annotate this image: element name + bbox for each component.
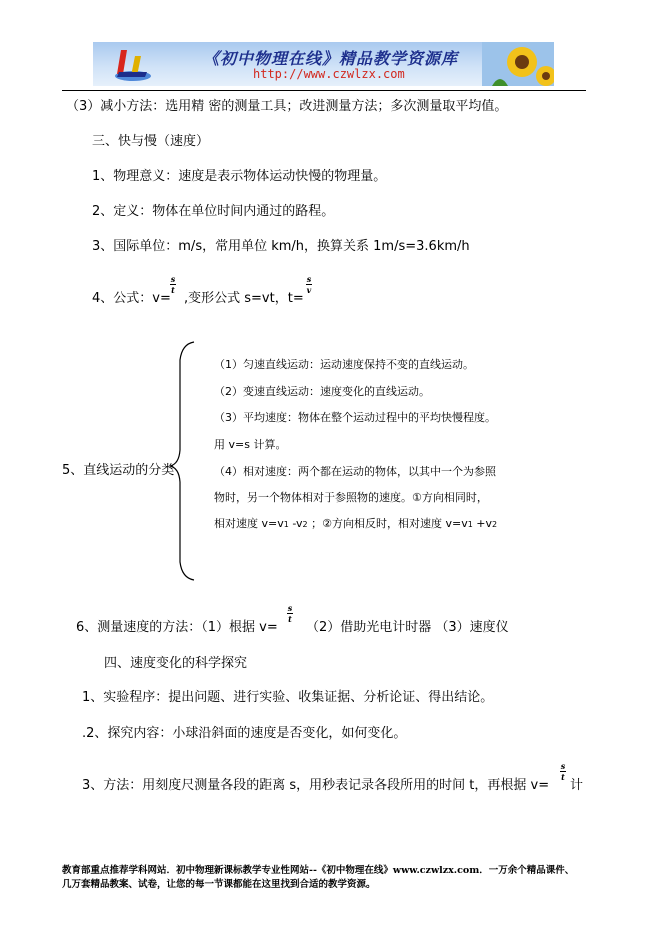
line-definition: 2、定义：物体在单位时间内通过的路程。 [92,204,335,219]
classification-label: 5、直线运动的分类 [62,463,175,478]
section-heading-speed: 三、快与慢（速度） [92,134,210,149]
branch-uniform-motion: （1）匀速直线运动：运动速度保持不变的直线运动。 [214,358,474,371]
fraction-numerator: s [306,274,312,284]
branch-relative-speed-formula: 相对速度 v=v1 -v2 ；②方向相反时，相对速度 v=v1 +v2 [214,517,498,530]
fraction-denominator: t [171,285,175,295]
branch-relative-speed-cont: 物时，另一个物体相对于参照物的速度。①方向相同时， [214,491,488,504]
fraction-numerator: s [287,603,293,613]
fraction-s-over-v [304,275,314,294]
header-banner [93,42,554,86]
header-divider [62,90,586,91]
fraction-numerator: s [560,761,566,771]
footer-line-2: 几万套精品教案、试卷，让您的每一节课都能在这里找到合适的教学资源。 [62,879,376,890]
line-experiment-procedure: 1、实验程序：提出问题、进行实验、收集证据、分析论证、得出结论。 [82,690,494,705]
site-logo-icon [111,46,155,84]
line-measure-methods-cont: （2）借助光电计时器 （3）速度仪 [306,620,509,635]
fraction-s-over-t [558,762,568,781]
banner-title: 《初中物理在线》精品教学资源库 [203,49,459,68]
branch-average-calc: 用 v=s 计算。 [214,438,287,451]
fraction-s-over-t [285,604,295,623]
banner-url: http://www.czwlzx.com [253,67,405,81]
line-measure-methods: 6、测量速度的方法：（1）根据 v= [76,620,278,635]
line-explore-content: .2、探究内容：小球沿斜面的速度是否变化，如何变化。 [82,726,407,741]
fraction-denominator: t [288,614,292,624]
fraction-s-over-t [168,275,178,294]
line-reduce-method: （3）减小方法：选用精 密的测量工具；改进测量方法；多次测量取平均值。 [66,99,508,114]
line-si-unit: 3、国际单位：m/s，常用单位 km/h，换算关系 1m/s=3.6km/h [92,239,470,254]
fraction-denominator: t [561,772,565,782]
line-formula-variant: ,变形公式 s=vt，t= [184,291,304,306]
line-physical-meaning: 1、物理意义：速度是表示物体运动快慢的物理量。 [92,169,387,184]
branch-average-speed: （3）平均速度：物体在整个运动过程中的平均快慢程度。 [214,411,496,424]
footer-line-1: 教育部重点推荐学科网站．初中物理新课标教学专业性网站--《初中物理在线》www.czwlzx.com．一万余个精品课件、 [62,865,575,876]
section-heading-exploration: 四、速度变化的科学探究 [104,656,248,671]
sunflower-icon [482,42,554,86]
line-formula-prefix: 4、公式：v= [92,291,171,306]
fraction-numerator: s [170,274,176,284]
line-method: 3、方法：用刻度尺测量各段的距离 s，用秒表记录各段所用的时间 t，再根据 v= [82,778,550,793]
curly-brace [168,340,198,582]
line-method-end: 计 [570,778,584,793]
branch-variable-motion: （2）变速直线运动：速度变化的直线运动。 [214,385,430,398]
fraction-denominator: v [306,285,312,295]
branch-relative-speed: （4）相对速度：两个都在运动的物体，以其中一个为参照 [214,465,496,478]
